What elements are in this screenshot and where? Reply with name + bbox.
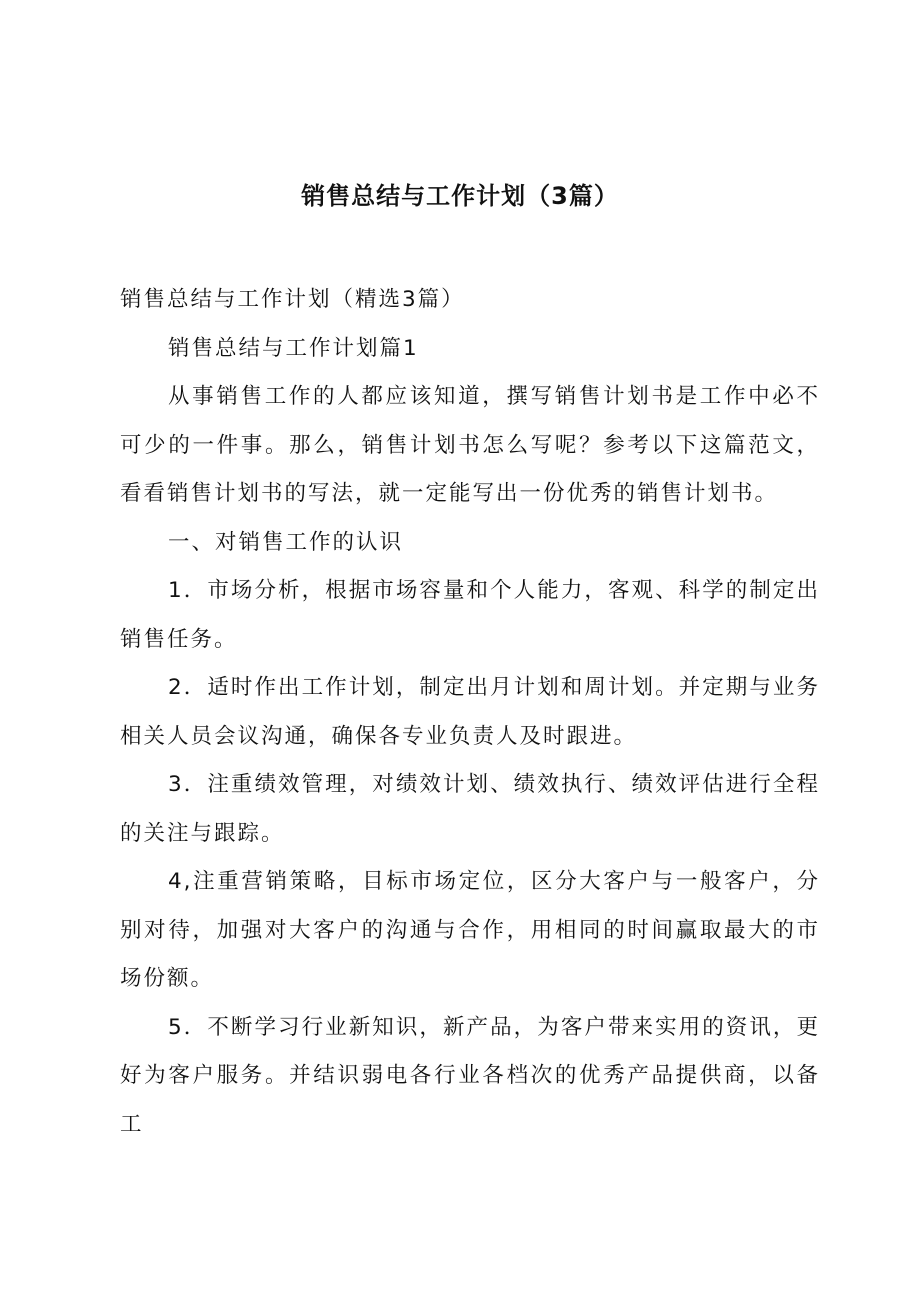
paragraph-heading-1: 一、对销售工作的认识 — [168, 529, 404, 555]
paragraph-item-5: 5．不断学习行业新知识，新产品，为客户带来实用的资讯，更好为客户服务。并结识弱电各行业各档次的优秀产品提供商，以备工 — [120, 1014, 820, 1137]
section-heading: 销售总结与工作计划篇1 — [168, 335, 419, 361]
document-title: 销售总结与工作计划（3篇） — [301, 182, 619, 210]
paragraph-intro: 从事销售工作的人都应该知道，撰写销售计划书是工作中必不可少的一件事。那么，销售计划书怎么写呢？参考以下这篇范文，看看销售计划书的写法，就一定能写出一份优秀的销售计划书。 — [120, 384, 820, 506]
document-body — [120, 276, 820, 1149]
paragraph-item-1: 1．市场分析，根据市场容量和个人能力，客观、科学的制定出销售任务。 — [120, 578, 820, 652]
document-subtitle: 销售总结与工作计划（精选3篇） — [120, 287, 465, 312]
paragraph-item-2: 2．适时作出工作计划，制定出月计划和周计划。并定期与业务相关人员会议沟通，确保各专业负责人及时跟进。 — [120, 675, 820, 749]
paragraph-item-3: 3．注重绩效管理，对绩效计划、绩效执行、绩效评估进行全程的关注与跟踪。 — [120, 772, 820, 846]
paragraph-item-4: 4,注重营销策略，目标市场定位，区分大客户与一般客户，分别对待，加强对大客户的沟通与合作，用相同的时间赢取最大的市场份额。 — [120, 869, 820, 991]
